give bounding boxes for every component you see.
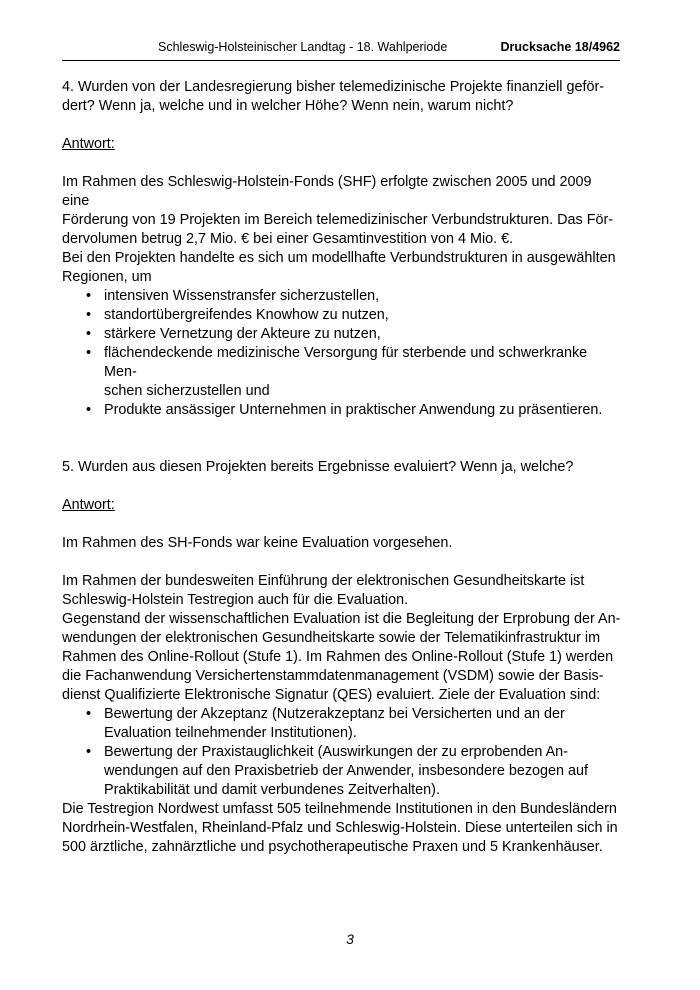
- page-header: [62, 38, 620, 61]
- list-item: • standortübergreifendes Knowhow zu nutzen,: [86, 307, 389, 323]
- answer-4-bullet-list: [62, 287, 622, 420]
- answer-label: Antwort:: [62, 136, 115, 152]
- page-number: 3: [346, 931, 354, 947]
- answer-5-paragraph-1: Im Rahmen des SH-Fonds war keine Evaluation vorgesehen.: [62, 535, 453, 551]
- question-4: 4. Wurden von der Landesregierung bisher telemedizinische Projekte finanziell geför- dert? Wenn ja, welche und in welcher Höhe? Wenn nein, warum nicht?: [62, 79, 605, 114]
- answer-5-paragraph-3: Die Testregion Nordwest umfasst 505 teilnehmende Institutionen in den Bundesländern Nordrhein-Westfalen, Rheinland-Pfalz und Schleswig-Holstein. Diese unterteilen sich in 500 ärztliche, zahnärztliche und psychotherapeutische Praxen und 5 Krankenhäuser.: [62, 801, 618, 855]
- list-item: • flächendeckende medizinische Versorgung für sterbende und schwerkranke Men- schen sicherzustellen und: [86, 345, 588, 399]
- header-title: Schleswig-Holsteinischer Landtag - 18. Wahlperiode: [158, 40, 448, 54]
- answer-label: Antwort:: [62, 497, 115, 513]
- list-item: • Bewertung der Praxistauglichkeit (Auswirkungen der zu erprobenden An- wendungen auf den Praxisbetrieb der Anwender, insbesondere bezogen auf Praktikabilität und damit verbundenes Zeitverhalten).: [86, 744, 589, 798]
- list-item: • Bewertung der Akzeptanz (Nutzerakzeptanz bei Versicherten und an der Evaluation teilnehmender Institutionen).: [86, 706, 565, 741]
- list-item: • Produkte ansässiger Unternehmen in praktischer Anwendung zu präsentieren.: [86, 402, 603, 418]
- list-item: • stärkere Vernetzung der Akteure zu nutzen,: [86, 326, 381, 342]
- list-item: • intensiven Wissenstransfer sicherzustellen,: [86, 288, 380, 304]
- document-number: Drucksache 18/4962: [500, 40, 620, 54]
- answer-5-bullet-list: [62, 705, 622, 800]
- question-5: 5. Wurden aus diesen Projekten bereits Ergebnisse evaluiert? Wenn ja, welche?: [62, 459, 574, 475]
- answer-5-paragraph-2: Im Rahmen der bundesweiten Einführung der elektronischen Gesundheitskarte ist Schleswig-Holstein Testregion auch für die Evaluation. Gegenstand der wissenschaftlichen Evaluation ist die Begleitung der Erprobung der An- wendungen der elektronischen Gesundheitskarte sowie der Telematikinfrastruktur im Rahmen des Online-Rollout (Stufe 1). Im Rahmen des Online-Rollout (Stufe 1) werden die Fachanwendung Versichertenstammdatenmanagement (VSDM) sowie der Basis- dienst Qualifizierte Elektronische Signatur (QES) evaluiert. Ziele der Evaluation sind:: [62, 573, 621, 703]
- answer-4-paragraph: Im Rahmen des Schleswig-Holstein-Fonds (SHF) erfolgte zwischen 2005 und 2009 eine Förderung von 19 Projekten im Bereich telemedizinischer Verbundstrukturen. Das För- dervolumen betrug 2,7 Mio. € bei einer Gesamtinvestition von 4 Mio. €. Bei den Projekten handelte es sich um modellhafte Verbundstrukturen in ausgewählten Regionen, um: [62, 174, 616, 285]
- page-content: [62, 78, 622, 857]
